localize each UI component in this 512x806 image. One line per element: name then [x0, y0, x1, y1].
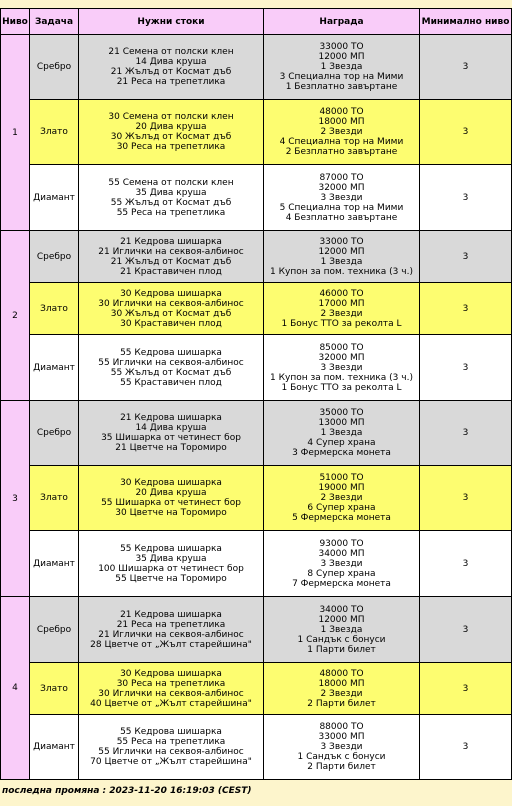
needs-item: 55 Жълъд от Космат дъб: [110, 197, 232, 208]
level-cell: 2: [1, 231, 30, 401]
needs-cell: [79, 100, 264, 165]
min-level-cell: 3: [420, 283, 512, 335]
needs-item: 21 Жълъд от Космат дъб: [110, 67, 232, 77]
reward-cell: [264, 401, 420, 466]
level-cell: 4: [1, 597, 30, 780]
reward-item: 1 Звезда: [320, 624, 363, 635]
reward-cell: [264, 283, 420, 335]
reward-item: 2 Безплатно завъртане: [285, 147, 398, 157]
reward-item: 35000 ТО: [319, 408, 364, 418]
task-cell: Сребро: [30, 597, 79, 663]
reward-item: 2 Парти билет: [307, 762, 376, 772]
needs-cell: [79, 35, 264, 100]
needs-item: 20 Дива круша: [135, 122, 207, 132]
needs-item: 30 Краставичен плод: [120, 318, 222, 329]
reward-item: 1 Звезда: [320, 428, 363, 438]
needs-item: 35 Дива круша: [135, 553, 207, 564]
reward-item: 2 Звезди: [320, 688, 363, 699]
reward-item: 2 Звезди: [320, 127, 363, 137]
reward-cell: [264, 35, 420, 100]
reward-item: 1 Бонус ТТО за реколта L: [281, 318, 402, 329]
reward-item: 1 Звезда: [320, 256, 363, 267]
task-cell: Злато: [30, 663, 79, 715]
header-min-level: Минимално ниво: [420, 9, 512, 35]
reward-cell: [264, 531, 420, 597]
reward-item: 1 Бонус ТТО за реколта L: [281, 382, 402, 393]
needs-item: 14 Дива круша: [135, 57, 207, 67]
reward-cell: [264, 597, 420, 663]
needs-item: 55 Кедрова шишарка: [120, 543, 222, 554]
needs-item: 55 Реса на трепетлика: [116, 737, 226, 747]
needs-item: 55 Кедрова шишарка: [120, 347, 222, 358]
header-needs: Нужни стоки: [79, 9, 264, 35]
reward-item: 1 Сандък с бонуси: [297, 634, 386, 645]
table-row: [1, 466, 512, 531]
reward-item: 3 Звезди: [320, 192, 363, 203]
min-level-cell: 3: [420, 531, 512, 597]
reward-item: 88000 ТО: [319, 722, 364, 732]
needs-item: 21 Кедрова шишарка: [120, 236, 222, 247]
reward-item: 4 Специална тор на Мими: [279, 137, 404, 147]
reward-item: 2 Парти билет: [307, 698, 376, 709]
needs-item: 21 Кедрова шишарка: [120, 413, 222, 423]
needs-item: 21 Реса на трепетлика: [116, 619, 226, 630]
needs-item: 20 Дива круша: [135, 488, 207, 498]
reward-item: 1 Купон за пом. техника (3 ч.): [270, 266, 413, 277]
needs-cell: [79, 531, 264, 597]
needs-item: 30 Иглички на секвоя-албинос: [98, 688, 244, 699]
needs-cell: [79, 466, 264, 531]
reward-item: 6 Супер храна: [307, 503, 376, 513]
needs-item: 30 Кедрова шишарка: [120, 478, 222, 488]
reward-cell: [264, 715, 420, 780]
reward-item: 17000 МП: [318, 298, 365, 309]
reward-item: 3 Фермерска монета: [292, 448, 391, 458]
needs-item: 28 Цветче от „Жълт старейшина": [90, 639, 252, 650]
table-row: [1, 531, 512, 597]
task-cell: Сребро: [30, 401, 79, 466]
task-cell: Сребро: [30, 35, 79, 100]
reward-item: 5 Фермерска монета: [292, 513, 391, 523]
reward-item: 46000 ТО: [319, 288, 364, 299]
reward-item: 12000 МП: [318, 614, 365, 625]
reward-cell: [264, 663, 420, 715]
header-level: Ниво: [1, 9, 30, 35]
needs-item: 55 Жълъд от Космат дъб: [110, 367, 232, 378]
reward-item: 1 Сандък с бонуси: [297, 752, 386, 762]
reward-item: 12000 МП: [318, 246, 365, 257]
min-level-cell: 3: [420, 335, 512, 401]
reward-item: 93000 ТО: [319, 538, 364, 549]
reward-cell: [264, 100, 420, 165]
needs-item: 55 Шишарка от четинест бор: [101, 498, 241, 508]
table-row: [1, 401, 512, 466]
needs-item: 21 Краставичен плод: [120, 266, 222, 277]
task-cell: Сребро: [30, 231, 79, 283]
needs-cell: [79, 597, 264, 663]
reward-item: 1 Парти билет: [307, 644, 376, 655]
reward-item: 7 Фермерска монета: [292, 578, 391, 589]
reward-item: 13000 МП: [318, 418, 365, 428]
needs-cell: [79, 231, 264, 283]
needs-item: 70 Цветче от „Жълт старейшина": [90, 757, 252, 767]
header-reward: Награда: [264, 9, 420, 35]
needs-cell: [79, 401, 264, 466]
needs-item: 55 Цветче на Торомиро: [115, 573, 227, 584]
min-level-cell: 3: [420, 100, 512, 165]
table-row: [1, 597, 512, 663]
reward-item: 32000 МП: [318, 352, 365, 363]
needs-item: 55 Иглички на секвоя-албинос: [98, 357, 244, 368]
reward-item: 1 Безплатно завъртане: [285, 82, 398, 92]
needs-cell: [79, 165, 264, 231]
reward-item: 12000 МП: [318, 52, 365, 62]
needs-item: 30 Реса на трепетлика: [116, 678, 226, 689]
level-cell: 3: [1, 401, 30, 597]
reward-item: 48000 ТО: [319, 107, 364, 117]
min-level-cell: 3: [420, 231, 512, 283]
needs-item: 30 Кедрова шишарка: [120, 668, 222, 679]
reward-cell: [264, 231, 420, 283]
table-row: [1, 231, 512, 283]
reward-item: 34000 ТО: [319, 604, 364, 615]
min-level-cell: 3: [420, 35, 512, 100]
reward-item: 48000 ТО: [319, 668, 364, 679]
reward-item: 8 Супер храна: [307, 568, 376, 579]
needs-item: 40 Цветче от „Жълт старейшина": [90, 698, 252, 709]
reward-item: 2 Звезди: [320, 493, 363, 503]
header-task: Задача: [30, 9, 79, 35]
min-level-cell: 3: [420, 466, 512, 531]
reward-item: 87000 ТО: [319, 172, 364, 183]
needs-item: 30 Иглички на секвоя-албинос: [98, 298, 244, 309]
reward-item: 33000 ТО: [319, 42, 364, 52]
needs-item: 30 Жълъд от Космат дъб: [110, 132, 232, 142]
reward-item: 33000 МП: [318, 732, 365, 742]
needs-item: 21 Жълъд от Космат дъб: [110, 256, 232, 267]
needs-cell: [79, 663, 264, 715]
task-cell: Диамант: [30, 335, 79, 401]
reward-item: 18000 МП: [318, 117, 365, 127]
needs-item: 55 Реса на трепетлика: [116, 207, 226, 218]
reward-cell: [264, 335, 420, 401]
table-row: [1, 35, 512, 100]
needs-cell: [79, 283, 264, 335]
needs-cell: [79, 715, 264, 780]
reward-item: 51000 ТО: [319, 473, 364, 483]
reward-cell: [264, 165, 420, 231]
needs-item: 14 Дива круша: [135, 423, 207, 433]
needs-item: 55 Кедрова шишарка: [120, 727, 222, 737]
needs-item: 21 Семена от полски клен: [108, 47, 234, 57]
reward-item: 19000 МП: [318, 483, 365, 493]
needs-item: 55 Иглички на секвоя-албинос: [98, 747, 244, 757]
min-level-cell: 3: [420, 597, 512, 663]
min-level-cell: 3: [420, 715, 512, 780]
needs-item: 30 Семена от полски клен: [108, 112, 234, 122]
needs-item: 21 Цветче на Торомиро: [115, 443, 227, 453]
needs-item: 21 Иглички на секвоя-албинос: [98, 246, 244, 257]
needs-item: 35 Шишарка от четинест бор: [101, 433, 241, 443]
needs-item: 30 Реса на трепетлика: [116, 142, 226, 152]
needs-item: 55 Краставичен плод: [120, 377, 222, 388]
reward-item: 3 Звезди: [320, 558, 363, 569]
table-row: [1, 283, 512, 335]
min-level-cell: 3: [420, 165, 512, 231]
task-cell: Злато: [30, 466, 79, 531]
task-cell: Диамант: [30, 715, 79, 780]
min-level-cell: 3: [420, 663, 512, 715]
reward-item: 3 Звезди: [320, 362, 363, 373]
table-row: [1, 663, 512, 715]
table-row: [1, 165, 512, 231]
reward-item: 34000 МП: [318, 548, 365, 559]
needs-item: 55 Семена от полски клен: [108, 177, 234, 188]
needs-item: 30 Жълъд от Космат дъб: [110, 308, 232, 319]
needs-item: 21 Реса на трепетлика: [116, 77, 226, 87]
reward-item: 3 Специална тор на Мими: [279, 72, 404, 82]
min-level-cell: 3: [420, 401, 512, 466]
needs-item: 35 Дива круша: [135, 187, 207, 198]
needs-item: 30 Кедрова шишарка: [120, 288, 222, 299]
needs-cell: [79, 335, 264, 401]
task-cell: Злато: [30, 100, 79, 165]
table-row: [1, 715, 512, 780]
header-row: [1, 9, 512, 35]
task-cell: Диамант: [30, 531, 79, 597]
reward-item: 4 Безплатно завъртане: [285, 212, 398, 223]
reward-item: 4 Супер храна: [307, 438, 376, 448]
reward-item: 33000 ТО: [319, 236, 364, 247]
reward-item: 5 Специална тор на Мими: [279, 202, 404, 213]
task-cell: Злато: [30, 283, 79, 335]
reward-item: 2 Звезди: [320, 308, 363, 319]
needs-item: 100 Шишарка от четинест бор: [98, 563, 244, 574]
reward-cell: [264, 466, 420, 531]
reward-item: 85000 ТО: [319, 342, 364, 353]
needs-item: 21 Кедрова шишарка: [120, 609, 222, 620]
reward-item: 18000 МП: [318, 678, 365, 689]
needs-item: 30 Цветче на Торомиро: [115, 508, 227, 518]
reward-item: 32000 МП: [318, 182, 365, 193]
table-row: [1, 100, 512, 165]
reward-item: 3 Звезди: [320, 742, 363, 752]
quest-table: [0, 8, 512, 780]
reward-item: 1 Звезда: [320, 62, 363, 72]
task-cell: Диамант: [30, 165, 79, 231]
needs-item: 21 Иглички на секвоя-албинос: [98, 629, 244, 640]
reward-item: 1 Купон за пом. техника (3 ч.): [270, 372, 413, 383]
table-row: [1, 335, 512, 401]
level-cell: 1: [1, 35, 30, 231]
last-modified: последна промяна : 2023-11-20 16:19:03 (CEST): [2, 786, 252, 796]
